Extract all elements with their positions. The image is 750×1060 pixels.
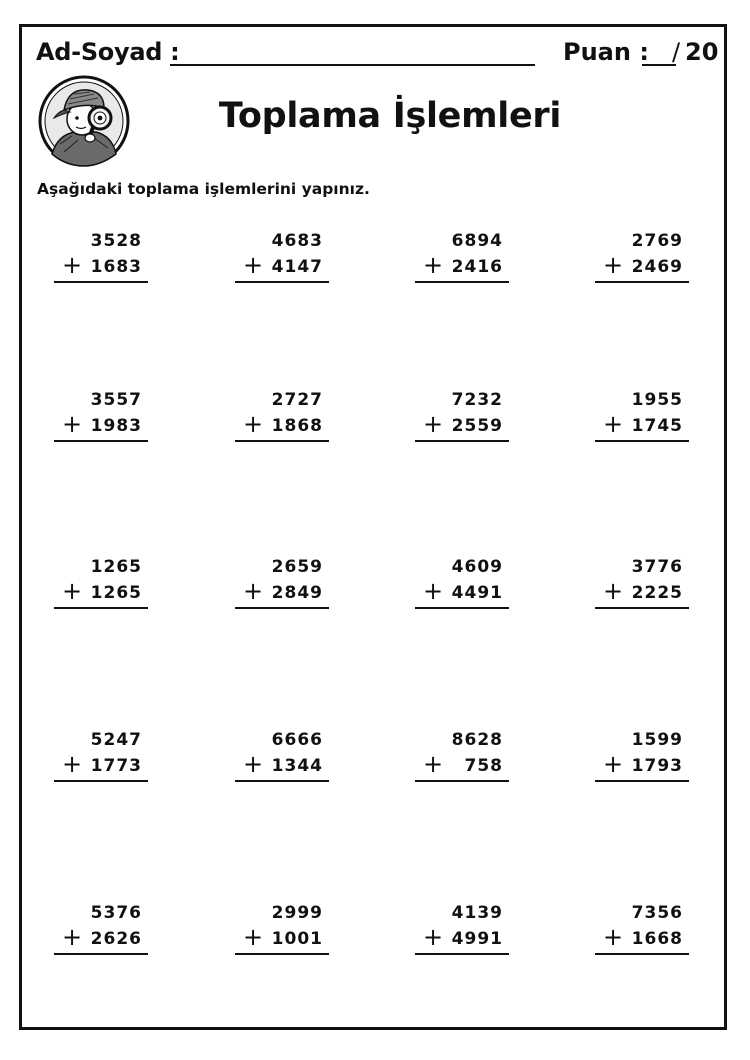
plus-sign: + bbox=[603, 251, 624, 279]
first-addend: 4139 bbox=[451, 903, 503, 923]
second-addend: 2225 bbox=[631, 583, 683, 603]
plus-sign: + bbox=[62, 923, 83, 951]
plus-sign: + bbox=[243, 577, 264, 605]
answer-line[interactable] bbox=[595, 440, 689, 442]
answer-line[interactable] bbox=[54, 440, 148, 442]
first-addend: 6666 bbox=[271, 730, 323, 750]
first-addend: 7356 bbox=[631, 903, 683, 923]
first-addend: 2727 bbox=[271, 390, 323, 410]
score-slash: / bbox=[672, 38, 681, 66]
answer-line[interactable] bbox=[595, 780, 689, 782]
instructions-text: Aşağıdaki toplama işlemlerini yapınız. bbox=[37, 180, 370, 198]
addition-problem bbox=[595, 730, 689, 786]
addition-problem bbox=[415, 730, 509, 786]
second-addend: 2469 bbox=[631, 257, 683, 277]
second-addend: 2416 bbox=[451, 257, 503, 277]
plus-sign: + bbox=[423, 750, 444, 778]
plus-sign: + bbox=[243, 750, 264, 778]
addition-problem bbox=[595, 231, 689, 287]
name-write-line[interactable] bbox=[170, 64, 535, 66]
second-addend: 1745 bbox=[631, 416, 683, 436]
first-addend: 5247 bbox=[90, 730, 142, 750]
first-addend: 3557 bbox=[90, 390, 142, 410]
addition-problem bbox=[415, 903, 509, 959]
score-total: 20 bbox=[685, 38, 719, 66]
first-addend: 2659 bbox=[271, 557, 323, 577]
first-addend: 1265 bbox=[90, 557, 142, 577]
plus-sign: + bbox=[62, 750, 83, 778]
first-addend: 3528 bbox=[90, 231, 142, 251]
plus-sign: + bbox=[423, 577, 444, 605]
plus-sign: + bbox=[243, 251, 264, 279]
first-addend: 6894 bbox=[451, 231, 503, 251]
second-addend: 4147 bbox=[271, 257, 323, 277]
answer-line[interactable] bbox=[595, 281, 689, 283]
second-addend: 1344 bbox=[271, 756, 323, 776]
plus-sign: + bbox=[62, 251, 83, 279]
second-addend: 1773 bbox=[90, 756, 142, 776]
first-addend: 8628 bbox=[451, 730, 503, 750]
second-addend: 1683 bbox=[90, 257, 142, 277]
addition-problem bbox=[235, 730, 329, 786]
first-addend: 3776 bbox=[631, 557, 683, 577]
page-title: Toplama İşlemleri bbox=[218, 96, 562, 136]
answer-line[interactable] bbox=[415, 780, 509, 782]
answer-line[interactable] bbox=[54, 607, 148, 609]
second-addend: 1265 bbox=[90, 583, 142, 603]
addition-problem bbox=[595, 903, 689, 959]
addition-problem bbox=[235, 903, 329, 959]
answer-line[interactable] bbox=[595, 607, 689, 609]
addition-problem bbox=[235, 557, 329, 613]
answer-line[interactable] bbox=[235, 780, 329, 782]
addition-problem bbox=[54, 390, 148, 446]
first-addend: 7232 bbox=[451, 390, 503, 410]
first-addend: 2999 bbox=[271, 903, 323, 923]
addition-problem bbox=[235, 390, 329, 446]
plus-sign: + bbox=[243, 410, 264, 438]
second-addend: 2626 bbox=[90, 929, 142, 949]
answer-line[interactable] bbox=[235, 607, 329, 609]
plus-sign: + bbox=[62, 410, 83, 438]
plus-sign: + bbox=[62, 577, 83, 605]
second-addend: 758 bbox=[464, 756, 503, 776]
answer-line[interactable] bbox=[415, 440, 509, 442]
first-addend: 5376 bbox=[90, 903, 142, 923]
answer-line[interactable] bbox=[415, 953, 509, 955]
addition-problem bbox=[595, 390, 689, 446]
second-addend: 1668 bbox=[631, 929, 683, 949]
first-addend: 2769 bbox=[631, 231, 683, 251]
addition-problem bbox=[415, 390, 509, 446]
answer-line[interactable] bbox=[235, 281, 329, 283]
second-addend: 4491 bbox=[451, 583, 503, 603]
addition-problem bbox=[54, 557, 148, 613]
worksheet-border bbox=[19, 24, 727, 1030]
plus-sign: + bbox=[423, 410, 444, 438]
first-addend: 1599 bbox=[631, 730, 683, 750]
score-write-line[interactable] bbox=[642, 64, 676, 66]
first-addend: 1955 bbox=[631, 390, 683, 410]
answer-line[interactable] bbox=[235, 953, 329, 955]
second-addend: 1983 bbox=[90, 416, 142, 436]
answer-line[interactable] bbox=[595, 953, 689, 955]
plus-sign: + bbox=[603, 577, 624, 605]
plus-sign: + bbox=[423, 251, 444, 279]
answer-line[interactable] bbox=[54, 953, 148, 955]
plus-sign: + bbox=[243, 923, 264, 951]
answer-line[interactable] bbox=[54, 780, 148, 782]
answer-line[interactable] bbox=[415, 281, 509, 283]
first-addend: 4683 bbox=[271, 231, 323, 251]
answer-line[interactable] bbox=[235, 440, 329, 442]
addition-problem bbox=[595, 557, 689, 613]
addition-problem bbox=[54, 231, 148, 287]
detective-mascot-icon bbox=[38, 74, 134, 168]
addition-problem bbox=[54, 903, 148, 959]
second-addend: 1868 bbox=[271, 416, 323, 436]
plus-sign: + bbox=[603, 410, 624, 438]
score-label: Puan : bbox=[563, 38, 649, 66]
addition-problem bbox=[415, 557, 509, 613]
second-addend: 2559 bbox=[451, 416, 503, 436]
second-addend: 4991 bbox=[451, 929, 503, 949]
second-addend: 1793 bbox=[631, 756, 683, 776]
name-label: Ad-Soyad : bbox=[36, 38, 180, 66]
addition-problem bbox=[415, 231, 509, 287]
addition-problem bbox=[54, 730, 148, 786]
plus-sign: + bbox=[603, 750, 624, 778]
plus-sign: + bbox=[423, 923, 444, 951]
answer-line[interactable] bbox=[415, 607, 509, 609]
second-addend: 2849 bbox=[271, 583, 323, 603]
first-addend: 4609 bbox=[451, 557, 503, 577]
second-addend: 1001 bbox=[271, 929, 323, 949]
answer-line[interactable] bbox=[54, 281, 148, 283]
addition-problem bbox=[235, 231, 329, 287]
plus-sign: + bbox=[603, 923, 624, 951]
